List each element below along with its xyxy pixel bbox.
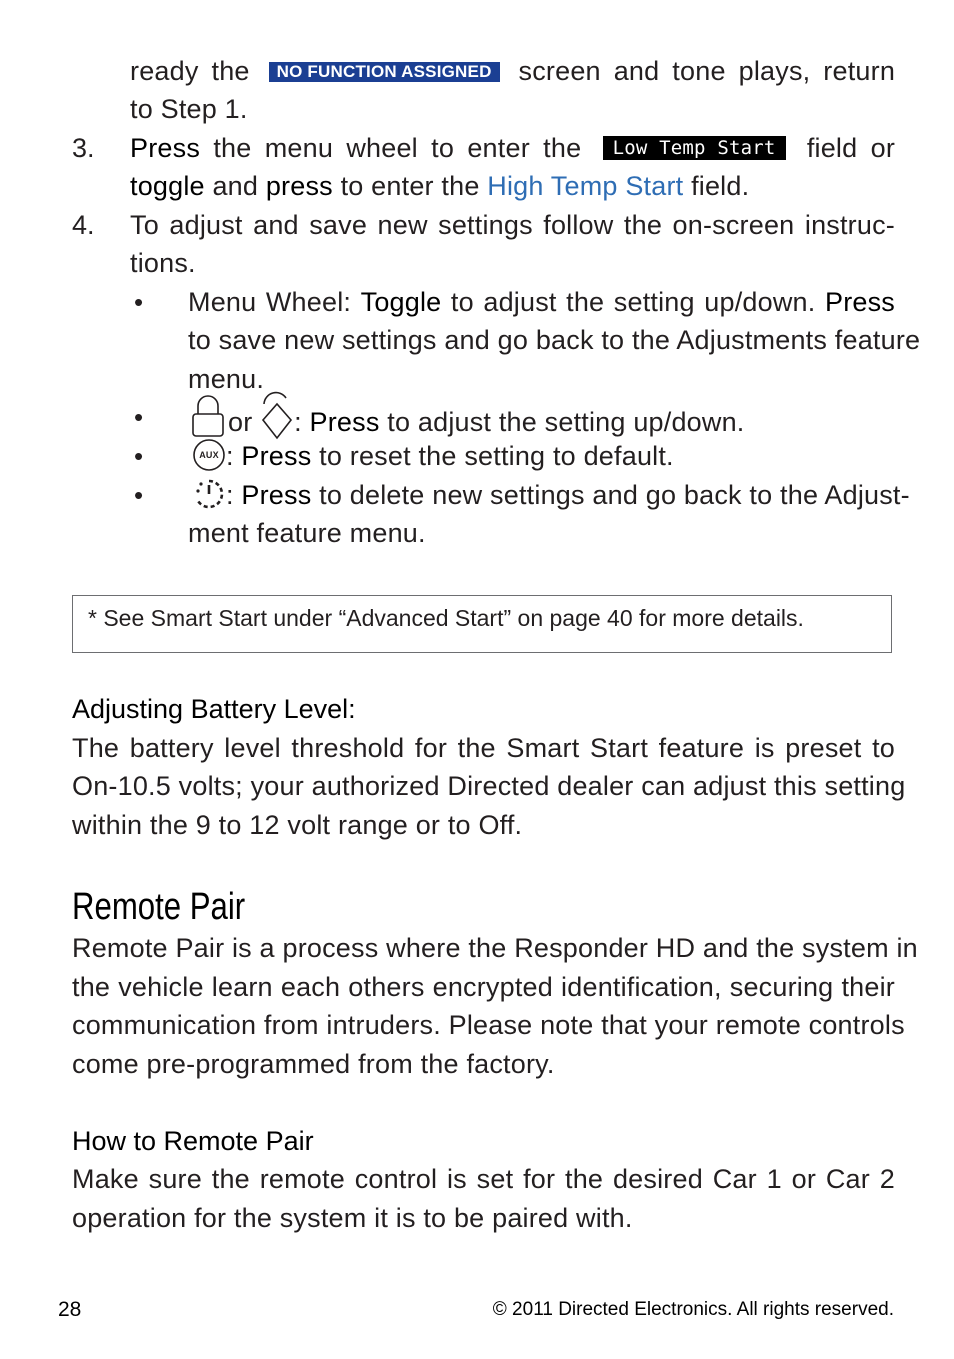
aux-icon	[192, 438, 226, 472]
copyright: © 2011 Directed Electronics. All rights reserved.	[492, 1299, 894, 1320]
step-number-3: 3.	[72, 133, 95, 163]
bullet1-line-2: to save new settings and go back to the Adjustments feature	[188, 325, 921, 355]
high-temp-start-link: High Temp Start	[487, 171, 684, 201]
bullet3-line	[192, 437, 674, 475]
step3-line-2	[130, 167, 749, 205]
press-keyword: Press	[824, 287, 896, 317]
bullet4-line-2: ment feature menu.	[188, 518, 426, 548]
toggle-keyword: toggle	[130, 171, 205, 201]
battery-line-3: within the 9 to 12 volt range or to Off.	[72, 810, 523, 840]
text: to enter the	[340, 171, 480, 201]
text: and	[212, 171, 259, 201]
continuation-line-2: to Step 1.	[130, 94, 248, 124]
no-function-assigned-chip: NO FUNCTION ASSIGNED	[269, 62, 500, 82]
step4-line-1: To adjust and save new settings follow the on-screen instruc-	[130, 210, 895, 240]
text: to delete new settings and go back to the Adjust-	[319, 480, 910, 510]
how-to-line-2: operation for the system it is to be paired with.	[72, 1203, 633, 1233]
bullet-marker: •	[134, 287, 144, 317]
remote-pair-line-1: Remote Pair is a process where the Responder HD and the system in	[72, 933, 918, 963]
smart-start-note: * See Smart Start under “Advanced Start” on page 40 for more details.	[88, 605, 804, 631]
or-text: or	[228, 407, 253, 438]
text: field or	[806, 133, 896, 163]
remote-pair-line-3: communication from intruders. Please note that your remote controls	[72, 1010, 905, 1040]
battery-line-2: On-10.5 volts; your authorized Directed dealer can adjust this setting	[72, 771, 906, 801]
colon: :	[226, 480, 234, 510]
text: ready the	[130, 56, 250, 86]
step-number-4: 4.	[72, 210, 95, 240]
colon: :	[294, 407, 302, 438]
press-keyword: press	[265, 171, 333, 201]
colon: :	[226, 441, 234, 471]
bullet1-line-1	[188, 283, 895, 321]
press-keyword: Press	[241, 480, 312, 510]
menu-wheel-label: Menu Wheel:	[188, 287, 352, 317]
continuation-line	[130, 52, 895, 90]
battery-line-1: The battery level threshold for the Smart Start feature is preset to	[72, 733, 895, 763]
battery-heading: Adjusting Battery Level:	[72, 694, 356, 724]
bullet1-line-3: menu.	[188, 364, 265, 394]
step4-line-2: tions.	[130, 248, 196, 278]
bullet-marker: •	[134, 402, 144, 432]
how-to-line-1: Make sure the remote control is set for the desired Car 1 or Car 2	[72, 1164, 895, 1194]
aux-icon-label: AUX	[199, 450, 219, 460]
press-keyword: Press	[309, 407, 380, 438]
text: the menu wheel to enter the	[213, 133, 582, 163]
page-number: 28	[58, 1298, 82, 1321]
text: field.	[691, 171, 750, 201]
text: to adjust the setting up/down.	[450, 287, 816, 317]
how-to-remote-pair-heading: How to Remote Pair	[72, 1126, 314, 1156]
press-keyword: Press	[130, 133, 201, 163]
remote-pair-line-2: the vehicle learn each others encrypted identification, securing their	[72, 972, 895, 1002]
press-keyword: Press	[241, 441, 312, 471]
text: to adjust the setting up/down.	[387, 407, 745, 438]
text: to reset the setting to default.	[319, 441, 674, 471]
step3-line-1	[130, 129, 895, 167]
toggle-keyword: Toggle	[360, 287, 442, 317]
bullet-marker: •	[134, 480, 144, 510]
bullet-marker: •	[134, 441, 144, 471]
remote-pair-title: Remote Pair	[72, 886, 246, 928]
remote-pair-line-4: come pre-programmed from the factory.	[72, 1049, 555, 1079]
low-temp-start-chip: Low Temp Start	[603, 136, 786, 160]
text: screen and tone plays, return	[518, 56, 896, 86]
